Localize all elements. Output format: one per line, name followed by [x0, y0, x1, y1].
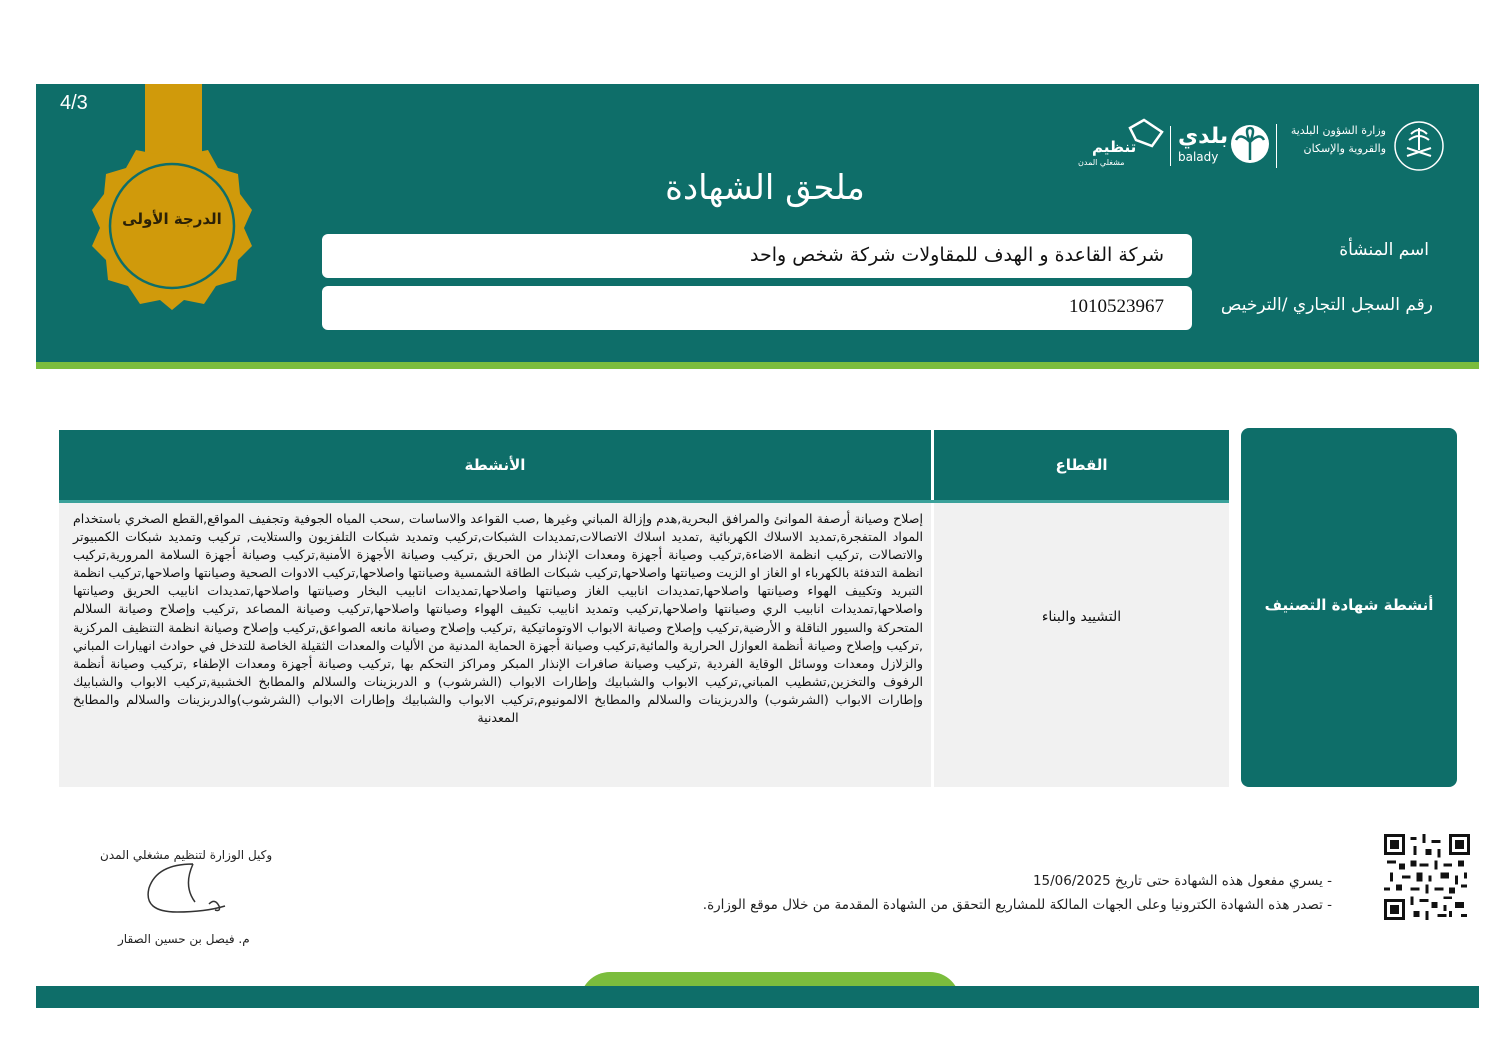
verification-note: - تصدر هذه الشهادة الكترونيا وعلى الجهات المالكة للمشاريع التحقق من الشهادة المقدمة من خلال موقع الوزارة.: [702, 897, 1332, 913]
commercial-register-value: 1010523967: [1069, 296, 1164, 317]
signature-mark: [135, 858, 245, 928]
ministry-name-line2: والقروية والإسكان: [1303, 142, 1386, 155]
classification-side-label: أنشطة شهادة التصنيف: [1264, 596, 1434, 614]
activities-column-header: [59, 430, 931, 500]
signatory-name: م. فيصل بن حسين الصقار: [118, 932, 250, 946]
saudi-emblem-icon: [1393, 120, 1445, 172]
sector-value: التشييد والبناء: [1041, 609, 1122, 625]
logo-divider-2: [1170, 126, 1171, 166]
qr-code-icon: [1384, 834, 1470, 920]
balady-english: balady: [1178, 150, 1219, 164]
sector-column-header: [934, 430, 1229, 500]
commercial-register-label: رقم السجل التجاري /الترخيص: [1220, 295, 1433, 315]
sector-header-label: القطاع: [1055, 456, 1108, 474]
classification-side-label-box: [1241, 428, 1457, 787]
establishment-name-value: شركة القاعدة و الهدف للمقاولات شركة شخص واحد: [750, 244, 1164, 266]
signatory-title: وكيل الوزارة لتنظيم مشغلي المدن: [100, 848, 273, 862]
page-title: ملحق الشهادة: [665, 168, 865, 208]
establishment-name-field: [322, 234, 1192, 278]
commercial-register-field: [322, 286, 1192, 330]
validity-note: - يسري مفعول هذه الشهادة حتى تاريخ 15/06/2025: [1032, 873, 1332, 889]
logo-area: [1070, 112, 1450, 172]
medal-grade-label: الدرجة الأولى: [122, 210, 222, 228]
establishment-name-label: اسم المنشأة: [1339, 240, 1429, 260]
tanzeem-subtitle: مشغلي المدن: [1078, 158, 1125, 167]
header-accent-strip: [36, 362, 1479, 369]
activities-list-text: إصلاح وصيانة أرصفة الموانئ والمرافق البحرية,هدم وإزالة المباني وغيرها ,صب القواعد والاساسات ,سحب المياه الجوفية وتجفيف المواقع,القطع الصخري باستخدام المواد المتفجرة,تمديد الاسلاك الكهربائية ,تمديد اسلاك الاتصالات,تمديدات الشبكات,تركيب وتمديد شبكات التلفزيون والستلايت, تركيب وتمديد شبكات الكمبيوتر والاتصالات ,تركيب انظمة الاضاءة,تركيب وصيانة أجهزة ومعدات الإنذار من الحريق ,تركيب وصيانة الأجهزة الأمنية,تركيب وصيانة أجهزة السلامة المرورية,تركيب انظمة التدفئة بالكهرباء او الغاز او الزيت وصيانتها واصلاحها,تركيب شبكات الطاقة الشمسية وصيانتها واصلاحها,تركيب الادوات الصحية وصيانتها واصلاحها,تركيب انظمة التبريد وتكييف الهواء وصيانتها واصلاحها,تمديدات انابيب الغاز وصيانتها واصلاحها,تمديدات انابيب البخار وصيانتها واصلاحها,تمديدات انابيب الحريق وصيانتها واصلاحها,تمديدات انابيب الري وصيانتها واصلاحها,تركيب وتمديد انابيب تكييف الهواء وصيانتها واصلاحها,تركيب وصيانة المصاعد ,تركيب وإصلاح وصيانة السلالم المتحركة والسيور الناقلة و الأرضية,تركيب وإصلاح وصيانة الابواب الاوتوماتيكية ,تركيب وإصلاح وصيانة مانعه الصواعق,تركيب وإصلاح وصيانة انظمة التنظيف المركزية ,تركيب وإصلاح وصيانة أنظمة العوازل الحرارية والمائية,تركيب وصيانة أجهزة الحماية المدنية من الأليات والمعدات الثقيلة الخاصة للتدخل في حوادث انهيارات المباني والزلازل ومعدات ووسائل الوقاية الفردية ,تركيب وصيانة صافرات الإنذار المبكر ومراكز التحكم بها ,تركيب وصيانة أجهزة ومعدات الإطفاء ,تركيب وصيانة أنظمة الرفوف والتخزين,تشطيب المباني,تركيب الابواب والشبابيك وإطارات الابواب (الشرشوب) و الدربزينات والسلالم والمطابخ الخشبية,تركيب الابواب والشبابيك وإطارات الابواب (الشرشوب) والدربزينات والسلالم والمطابخ الالمونيوم,تركيب الابواب والشبابيك وإطارات الابواب (الشرشوب)والدربزينات والسلالم والمطابخ المعدنية: [73, 511, 923, 726]
footer-band: [36, 986, 1479, 1008]
logo-divider: [1276, 124, 1277, 168]
page-number: 4/3: [60, 92, 88, 114]
activities-header-label: الأنشطة: [464, 456, 526, 474]
activities-cell: [59, 503, 931, 787]
palm-circle-icon: [1230, 124, 1270, 164]
ministry-name-line1: وزارة الشؤون البلدية: [1290, 124, 1386, 137]
sector-cell: [934, 503, 1229, 787]
balady-arabic: بلدي: [1178, 124, 1229, 149]
tanzeem-arabic: تنظيم: [1092, 138, 1137, 156]
